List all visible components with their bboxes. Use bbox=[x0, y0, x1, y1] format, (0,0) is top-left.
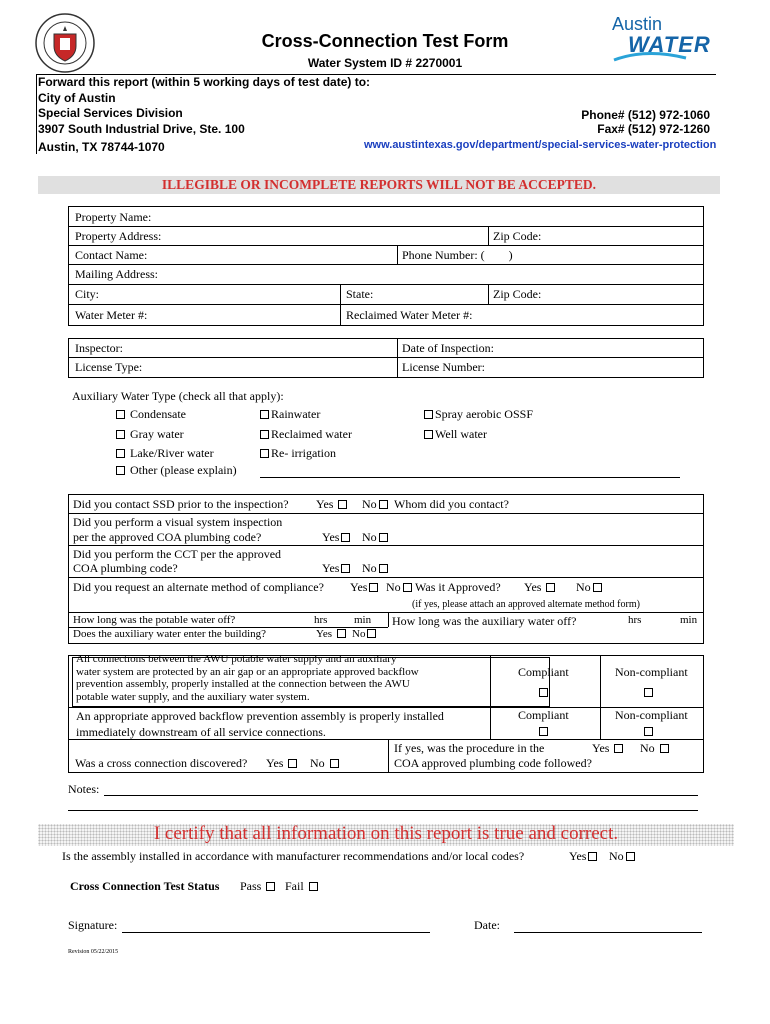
row-rule bbox=[68, 357, 704, 358]
q-procedure-line2: COA approved plumbing code followed? bbox=[394, 756, 592, 770]
checkbox[interactable] bbox=[266, 882, 275, 891]
q-assembly-installed: Is the assembly installed in accordance with manufacturer recommendations and/or local codes? bbox=[62, 849, 525, 863]
alternate-method-note: (if yes, please attach an approved alternate method form) bbox=[412, 599, 640, 610]
checkbox[interactable] bbox=[367, 629, 376, 638]
no-label: No bbox=[310, 756, 325, 770]
well-water-option[interactable] bbox=[422, 427, 487, 442]
forward-block-rule bbox=[36, 74, 716, 75]
q-enter-no[interactable] bbox=[352, 628, 378, 640]
contact-name-field[interactable]: Contact Name: bbox=[75, 248, 148, 262]
pass-label: Pass bbox=[240, 879, 262, 893]
austin-water-logo bbox=[606, 14, 716, 66]
yes-label: Yes bbox=[322, 530, 340, 544]
checkbox[interactable] bbox=[644, 688, 653, 697]
statement-1-line: potable water supply, and the auxiliary water system. bbox=[76, 690, 310, 703]
checkbox[interactable] bbox=[660, 744, 669, 753]
forward-line-4: 3907 South Industrial Drive, Ste. 100 bbox=[38, 121, 245, 136]
statement-1-line: prevention assembly, properly installed at the connection between the AWU bbox=[76, 678, 410, 690]
checkbox[interactable] bbox=[379, 533, 388, 542]
s1-noncompliant-label: Non-compliant bbox=[615, 665, 688, 679]
no-label: No bbox=[576, 580, 591, 594]
col-rule bbox=[340, 284, 341, 326]
phone-number-field[interactable]: Phone Number: ( ) bbox=[402, 248, 513, 262]
checkbox[interactable] bbox=[338, 500, 347, 509]
option-label: Rainwater bbox=[271, 407, 321, 421]
q-auxiliary-off: How long was the auxiliary water off? bbox=[392, 614, 577, 628]
fax-number: Fax# (512) 972-1260 bbox=[597, 122, 710, 136]
col-rule bbox=[397, 338, 398, 378]
statement-2-line: An appropriate approved backflow prevention assembly is properly installed bbox=[76, 709, 444, 723]
checkbox[interactable] bbox=[424, 430, 433, 439]
other-option[interactable] bbox=[114, 463, 237, 478]
gray-water-option[interactable] bbox=[114, 427, 184, 442]
city-field[interactable]: City: bbox=[75, 287, 100, 301]
reirrigation-option[interactable] bbox=[258, 446, 336, 461]
license-number-field[interactable]: License Number: bbox=[402, 360, 485, 374]
logo-austin-text: Austin bbox=[612, 14, 663, 34]
s1-compliant-label: Compliant bbox=[518, 665, 569, 679]
forward-line-2: City of Austin bbox=[38, 90, 116, 105]
q-cross-yes[interactable] bbox=[266, 756, 299, 771]
row-rule bbox=[68, 226, 704, 227]
checkbox[interactable] bbox=[614, 744, 623, 753]
notes-line-2[interactable] bbox=[68, 810, 698, 811]
q-visual-yes[interactable] bbox=[322, 530, 352, 545]
no-label: No bbox=[352, 628, 366, 640]
q-potable-off: How long was the potable water off? bbox=[73, 614, 236, 626]
revision-note: Revision 05/22/2015 bbox=[68, 949, 119, 955]
forward-block bbox=[38, 75, 370, 156]
checkbox[interactable] bbox=[116, 449, 125, 458]
checkbox[interactable] bbox=[260, 449, 269, 458]
inspector-table bbox=[68, 338, 704, 378]
checkbox[interactable] bbox=[424, 410, 433, 419]
yes-label: Yes bbox=[592, 741, 610, 755]
yes-label: Yes bbox=[316, 628, 333, 640]
warning-text: ILLEGIBLE OR INCOMPLETE REPORTS WILL NOT BE ACCEPTED. bbox=[161, 177, 597, 192]
test-status-label: Cross Connection Test Status bbox=[70, 879, 220, 893]
q-alternate-yes[interactable] bbox=[350, 580, 380, 595]
col-rule bbox=[397, 245, 398, 264]
col-rule bbox=[488, 226, 489, 245]
date-line[interactable] bbox=[514, 932, 702, 933]
q-approved-yes[interactable] bbox=[524, 580, 557, 595]
checkbox[interactable] bbox=[330, 759, 339, 768]
property-address-field[interactable]: Property Address: bbox=[75, 229, 162, 243]
other-explain-line[interactable] bbox=[260, 477, 680, 478]
status-pass-option[interactable] bbox=[240, 879, 277, 894]
checkbox[interactable] bbox=[116, 430, 125, 439]
logo-wave-icon bbox=[606, 14, 716, 66]
water-system-id: Water System ID # 2270001 bbox=[307, 56, 463, 70]
form-title: Cross-Connection Test Form bbox=[261, 31, 509, 51]
s2-noncompliant-option[interactable] bbox=[642, 722, 655, 740]
inspector-field[interactable]: Inspector: bbox=[75, 341, 123, 355]
phone-number: Phone# (512) 972-1060 bbox=[581, 108, 710, 122]
q-approved-no[interactable] bbox=[576, 580, 604, 595]
row-rule bbox=[68, 612, 704, 613]
q-cct-no[interactable] bbox=[362, 561, 390, 576]
row-rule bbox=[68, 577, 704, 578]
certify-statement: I certify that all information on this report is true and correct. bbox=[153, 823, 619, 844]
mailing-address-field[interactable]: Mailing Address: bbox=[75, 267, 158, 281]
checkbox[interactable] bbox=[626, 852, 635, 861]
q-visual-no[interactable] bbox=[362, 530, 390, 545]
q-enter-yes[interactable] bbox=[316, 628, 348, 640]
checkbox[interactable] bbox=[539, 727, 548, 736]
fail-label: Fail bbox=[285, 879, 304, 893]
q-visual-line2: per the approved COA plumbing code? bbox=[73, 530, 262, 544]
col-rule bbox=[600, 655, 601, 739]
row-rule bbox=[68, 545, 704, 546]
col-rule bbox=[488, 284, 489, 304]
checkbox[interactable] bbox=[260, 430, 269, 439]
checkbox[interactable] bbox=[369, 583, 378, 592]
row-rule bbox=[68, 304, 704, 305]
zip-code-field[interactable]: Zip Code: bbox=[493, 229, 542, 243]
water-meter-field[interactable]: Water Meter #: bbox=[75, 308, 148, 322]
option-label: Spray aerobic OSSF bbox=[435, 407, 533, 421]
q-visual-line1: Did you perform a visual system inspection bbox=[73, 515, 283, 529]
q-procedure-yes[interactable] bbox=[592, 741, 625, 756]
q-assembly-yes[interactable] bbox=[569, 849, 599, 864]
checkbox[interactable] bbox=[341, 564, 350, 573]
auxiliary-heading: Auxiliary Water Type (check all that apply): bbox=[72, 389, 284, 403]
row-rule bbox=[68, 513, 704, 514]
col-rule bbox=[388, 612, 389, 627]
q-cct-yes[interactable] bbox=[322, 561, 352, 576]
signature-line[interactable] bbox=[122, 932, 430, 933]
forward-line-3: Special Services Division bbox=[38, 106, 183, 120]
license-type-field[interactable]: License Type: bbox=[75, 360, 143, 374]
s2-compliant-option[interactable] bbox=[537, 722, 550, 740]
no-label: No bbox=[640, 741, 655, 755]
q-cross-no[interactable] bbox=[310, 756, 341, 771]
property-name-field[interactable]: Property Name: bbox=[75, 210, 152, 224]
q-alternate-no[interactable] bbox=[386, 580, 414, 595]
notes-label: Notes: bbox=[68, 782, 100, 796]
no-label: No bbox=[362, 497, 377, 511]
q-cct-line1: Did you perform the CCT per the approved bbox=[73, 547, 282, 561]
checkbox[interactable] bbox=[341, 533, 350, 542]
q-alternate-method: Did you request an alternate method of compliance? bbox=[73, 580, 324, 594]
option-label: Condensate bbox=[130, 407, 186, 421]
yes-label: Yes bbox=[524, 580, 542, 594]
no-label: No bbox=[362, 561, 377, 575]
q-potable-hrs[interactable]: hrs bbox=[314, 614, 328, 626]
rainwater-option[interactable] bbox=[258, 407, 320, 422]
q-contact-ssd-yes[interactable] bbox=[316, 497, 349, 512]
option-label: Reclaimed water bbox=[271, 427, 352, 441]
checkbox[interactable] bbox=[403, 583, 412, 592]
zip-code-2-field[interactable]: Zip Code: bbox=[493, 287, 542, 301]
q-enter-building: Does the auxiliary water enter the building? bbox=[73, 628, 267, 640]
q-cct-line2: COA plumbing code? bbox=[73, 561, 178, 575]
s1-compliant-option[interactable] bbox=[537, 683, 550, 701]
spray-option[interactable] bbox=[422, 407, 533, 422]
checkbox[interactable] bbox=[116, 466, 125, 475]
q-procedure-no[interactable] bbox=[640, 741, 671, 756]
s2-noncompliant-label: Non-compliant bbox=[615, 708, 688, 722]
yes-label: Yes bbox=[266, 756, 284, 770]
forward-block-edge bbox=[36, 74, 37, 154]
q-auxiliary-hrs[interactable]: hrs bbox=[628, 614, 642, 626]
condensate-option[interactable] bbox=[114, 407, 186, 422]
q-potable-min[interactable]: min bbox=[354, 614, 372, 626]
col-rule bbox=[388, 739, 389, 773]
forward-line-1: Forward this report (within 5 working days of test date) to: bbox=[38, 75, 371, 89]
date-of-inspection-field[interactable]: Date of Inspection: bbox=[402, 341, 494, 355]
q-auxiliary-min[interactable]: min bbox=[680, 614, 698, 626]
checkbox[interactable] bbox=[546, 583, 555, 592]
reclaimed-meter-field[interactable]: Reclaimed Water Meter #: bbox=[346, 308, 473, 322]
checkbox[interactable] bbox=[539, 688, 548, 697]
signature-label: Signature: bbox=[68, 918, 118, 932]
status-fail-option[interactable] bbox=[285, 879, 320, 894]
s1-noncompliant-option[interactable] bbox=[642, 683, 655, 701]
s2-compliant-label: Compliant bbox=[518, 708, 569, 722]
statement-1-line: water system are protected by an air gap or an appropriate approved backflow bbox=[76, 665, 419, 678]
yes-label: Yes bbox=[350, 580, 368, 594]
no-label: No bbox=[609, 849, 624, 863]
forward-line-5: Austin, TX 78744-1070 bbox=[38, 140, 165, 154]
q-assembly-no[interactable] bbox=[609, 849, 637, 864]
checkbox[interactable] bbox=[644, 727, 653, 736]
checkbox[interactable] bbox=[337, 629, 346, 638]
checkbox[interactable] bbox=[260, 410, 269, 419]
q-cross-connection: Was a cross connection discovered? bbox=[75, 756, 248, 770]
statement-1-line: All connections between the AWU potable water supply and an auxiliary bbox=[76, 653, 397, 665]
yes-label: Yes bbox=[316, 497, 334, 511]
no-label: No bbox=[362, 530, 377, 544]
no-label: No bbox=[386, 580, 401, 594]
checkbox[interactable] bbox=[309, 882, 318, 891]
notes-line-1[interactable] bbox=[104, 795, 698, 796]
reclaimed-water-option[interactable] bbox=[258, 427, 352, 442]
checkbox[interactable] bbox=[379, 500, 388, 509]
option-label: Other (please explain) bbox=[130, 463, 237, 477]
row-rule bbox=[68, 284, 704, 285]
option-label: Gray water bbox=[130, 427, 184, 441]
yes-label: Yes bbox=[322, 561, 340, 575]
option-label: Re- irrigation bbox=[271, 446, 336, 460]
website-link[interactable]: www.austintexas.gov/department/special-services-water-protection bbox=[364, 139, 717, 151]
q-was-approved: Was it Approved? bbox=[415, 580, 501, 594]
logo-water-text: WATER bbox=[628, 32, 711, 57]
checkbox[interactable] bbox=[379, 564, 388, 573]
lake-river-option[interactable] bbox=[114, 446, 214, 461]
date-label: Date: bbox=[474, 918, 500, 932]
statement-2-line: immediately downstream of all service connections. bbox=[76, 725, 326, 739]
checkbox[interactable] bbox=[593, 583, 602, 592]
state-field[interactable]: State: bbox=[346, 287, 374, 301]
q-procedure-line1: If yes, was the procedure in the bbox=[394, 741, 545, 755]
statement-1 bbox=[76, 653, 419, 703]
row-rule bbox=[68, 264, 704, 265]
option-label: Well water bbox=[435, 427, 488, 441]
q-contact-ssd-no[interactable] bbox=[362, 497, 390, 512]
q-contact-ssd: Did you contact SSD prior to the inspection? bbox=[73, 497, 289, 511]
checkbox[interactable] bbox=[288, 759, 297, 768]
q-whom-contact[interactable]: Whom did you contact? bbox=[394, 497, 509, 511]
option-label: Lake/River water bbox=[130, 446, 214, 460]
checkbox[interactable] bbox=[116, 410, 125, 419]
statement-2 bbox=[76, 708, 444, 740]
yes-label: Yes bbox=[569, 849, 587, 863]
row-rule bbox=[68, 245, 704, 246]
checkbox[interactable] bbox=[588, 852, 597, 861]
